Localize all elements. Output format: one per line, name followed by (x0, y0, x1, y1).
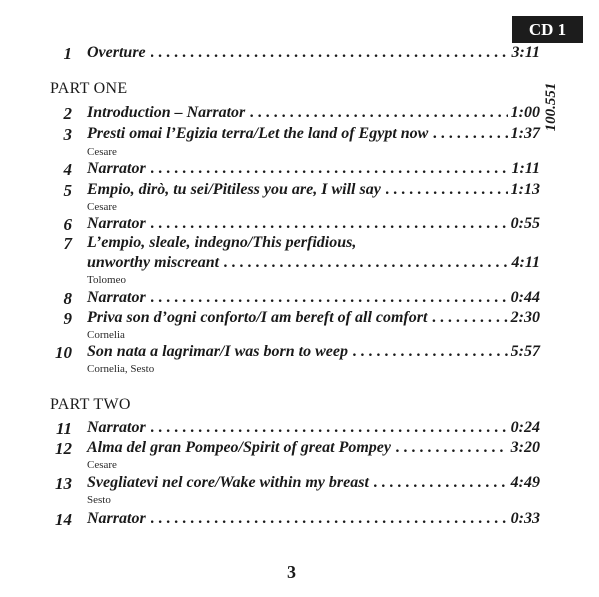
track-number: 1 (63, 44, 72, 63)
track-title: Overture (87, 44, 146, 61)
track-number: 3 (63, 125, 72, 144)
track-title: Priva son d’ogni conforto/I am bereft of all comfort (87, 309, 428, 326)
track-row (87, 160, 540, 182)
dot-leader (433, 125, 507, 143)
track-number: 2 (63, 104, 72, 123)
track-duration: 1:11 (511, 160, 540, 177)
track-row (87, 510, 540, 532)
track-number: 10 (55, 343, 72, 362)
track-title: Presti omai l’Egizia terra/Let the land of Egypt now (87, 125, 429, 142)
track-title: Introduction – Narrator (87, 104, 246, 121)
track-title: Empio, dirò, tu sei/Pitiless you are, I will say (87, 181, 381, 198)
dot-leader (396, 439, 508, 457)
track-duration: 0:44 (510, 289, 540, 306)
track-singer: Cesare (87, 201, 117, 213)
track-row (87, 439, 540, 461)
catalog-number: 100.551 (543, 82, 559, 132)
track-singer: Cesare (87, 146, 117, 158)
track-title: Narrator (87, 160, 146, 177)
page-number: 3 (287, 562, 296, 582)
dot-leader (353, 343, 508, 361)
track-duration: 3:20 (510, 439, 540, 456)
section-heading-part-two: PART TWO (50, 396, 131, 413)
track-number: 4 (63, 160, 72, 179)
track-number: 8 (63, 289, 72, 308)
track-title: Son nata a lagrimar/I was born to weep (87, 343, 348, 360)
track-duration: 0:24 (510, 419, 540, 436)
track-duration: 2:30 (510, 309, 540, 326)
track-number: 12 (55, 439, 72, 458)
track-row (87, 309, 540, 331)
track-row (87, 181, 540, 203)
track-title: Narrator (87, 510, 146, 527)
dot-leader (151, 44, 509, 62)
track-row (87, 419, 540, 441)
track-title: L’empio, sleale, indegno/This perfidious, (87, 234, 357, 251)
track-row-line1 (87, 234, 540, 256)
dot-leader (386, 181, 508, 199)
track-number: 14 (55, 510, 72, 529)
track-title: Narrator (87, 215, 146, 232)
track-row (87, 254, 540, 276)
track-title: Narrator (87, 289, 146, 306)
track-number: 9 (63, 309, 72, 328)
dot-leader (250, 104, 507, 122)
track-duration: 1:37 (510, 125, 540, 142)
track-duration: 5:57 (510, 343, 540, 360)
track-number: 5 (63, 181, 72, 200)
track-duration: 3:11 (511, 44, 540, 61)
track-singer: Cornelia, Sesto (87, 363, 155, 375)
track-singer: Cesare (87, 459, 117, 471)
track-number: 6 (63, 215, 72, 234)
dot-leader (151, 160, 509, 178)
track-title: Narrator (87, 419, 146, 436)
track-duration: 0:55 (510, 215, 540, 232)
track-singer: Tolomeo (87, 274, 126, 286)
dot-leader (151, 289, 508, 307)
track-duration: 0:33 (510, 510, 540, 527)
track-duration: 4:49 (510, 474, 540, 491)
track-row (87, 125, 540, 147)
track-number: 7 (63, 234, 72, 253)
track-duration: 4:11 (511, 254, 540, 271)
dot-leader (151, 419, 508, 437)
track-title: Svegliatevi nel core/Wake within my breast (87, 474, 369, 491)
track-duration: 1:00 (510, 104, 540, 121)
track-row (87, 289, 540, 311)
dot-leader (374, 474, 508, 492)
dot-leader (151, 510, 508, 528)
track-row-overture (87, 44, 540, 66)
track-number: 13 (55, 474, 72, 493)
track-title: Alma del gran Pompeo/Spirit of great Pompey (87, 439, 391, 456)
track-singer: Sesto (87, 494, 111, 506)
track-duration: 1:13 (510, 181, 540, 198)
track-row (87, 104, 540, 126)
dot-leader (151, 215, 508, 233)
track-row (87, 474, 540, 496)
track-number: 11 (55, 419, 72, 438)
dot-leader (224, 254, 509, 272)
section-heading-part-one: PART ONE (50, 80, 128, 97)
cd-badge: CD 1 (512, 16, 583, 43)
dot-leader (432, 309, 507, 327)
track-singer: Cornelia (87, 329, 125, 341)
track-title: unworthy miscreant (87, 254, 220, 271)
track-row (87, 343, 540, 365)
